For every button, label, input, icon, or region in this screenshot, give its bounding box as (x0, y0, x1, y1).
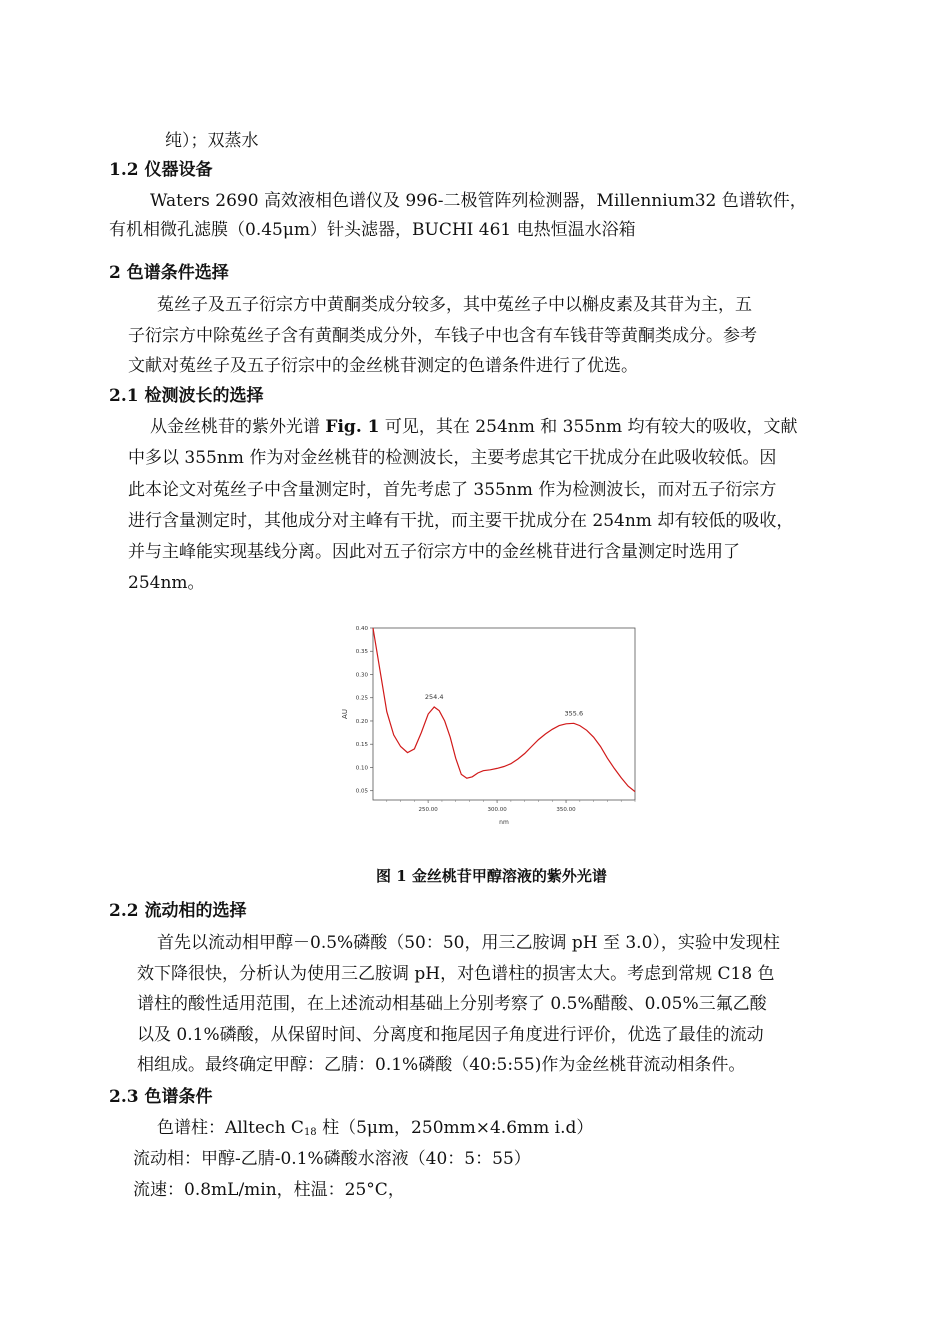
y-tick-label: 0.25 (355, 695, 368, 702)
text-line: 相组成。最终确定甲醇：乙腈：0.1%磷酸（40:5:55)作为金丝桃苷流动相条件。 (137, 1055, 746, 1075)
spectrum-line (373, 628, 635, 792)
y-axis-label: AU (341, 709, 349, 719)
y-tick-label: 0.20 (355, 718, 368, 725)
text-line: 首先以流动相甲醇－0.5%磷酸（50：50，用三乙胺调 pH 至 3.0），实验中发现柱 (157, 933, 780, 953)
y-tick-label: 0.05 (355, 788, 368, 795)
x-tick-label: 250.00 (418, 807, 438, 813)
text-line: 并与主峰能实现基线分离。因此对五子衍宗方中的金丝桃苷进行含量测定时选用了 (128, 542, 740, 562)
text-line (150, 416, 798, 438)
x-axis-label: nm (499, 819, 509, 826)
text-line: 子衍宗方中除菟丝子含有黄酮类成分外，车钱子中也含有车钱苷等黄酮类成分。参考 (128, 326, 757, 346)
subscript: 18 (303, 1127, 317, 1138)
figure-reference: Fig. 1 (325, 417, 380, 437)
chart-axes (373, 628, 635, 800)
text-line: 纯）；双蒸水 (165, 131, 259, 151)
section-heading-2-3: 2.3 色谱条件 (109, 1087, 213, 1107)
text-line: 菟丝子及五子衍宗方中黄酮类成分较多，其中菟丝子中以槲皮素及其苷为主，五 (157, 295, 752, 315)
section-heading-2: 2 色谱条件选择 (109, 263, 229, 283)
text-line: 此本论文对菟丝子中含量测定时，首先考虑了 355nm 作为检测波长，而对五子衍宗方 (128, 480, 777, 500)
text-line: 254nm。 (128, 573, 205, 593)
text-line: Waters 2690 高效液相色谱仪及 996-二极管阵列检测器，Millennium32 色谱软件， (150, 191, 807, 211)
section-heading-1-2: 1.2 仪器设备 (109, 160, 213, 180)
text-line: 文献对菟丝子及五子衍宗中的金丝桃苷测定的色谱条件进行了优选。 (128, 356, 638, 376)
text-line: 流动相：甲醇-乙腈-0.1%磷酸水溶液（40：5：55） (133, 1149, 531, 1169)
uv-spectrum-chart (335, 618, 655, 833)
x-tick-label: 300.00 (487, 807, 507, 813)
peak-label: 355.6 (564, 709, 584, 718)
text-line (157, 1117, 593, 1144)
text-run: 从金丝桃苷的紫外光谱 (150, 417, 326, 437)
text-line: 中多以 355nm 作为对金丝桃苷的检测波长，主要考虑其它干扰成分在此吸收较低。因 (128, 448, 777, 468)
text-line: 流速：0.8mL/min，柱温：25°C， (133, 1180, 405, 1200)
text-run: 色谱柱：Alltech C (157, 1118, 304, 1138)
text-line: 进行含量测定时，其他成分对主峰有干扰，而主要干扰成分在 254nm 却有较低的吸收， (128, 511, 794, 531)
y-tick-label: 0.15 (355, 742, 368, 749)
text-line: 效下降很快，分析认为使用三乙胺调 pH，对色谱柱的损害太大。考虑到常规 C18 色 (137, 964, 775, 984)
plot-frame (373, 628, 635, 800)
y-tick-label: 0.35 (355, 649, 368, 656)
peak-label: 254.4 (424, 693, 444, 702)
section-heading-2-1: 2.1 检测波长的选择 (109, 386, 264, 406)
text-line: 以及 0.1%磷酸，从保留时间、分离度和拖尾因子角度进行评价，优选了最佳的流动 (137, 1025, 764, 1045)
text-run: 柱（5μm，250mm×4.6mm i.d） (316, 1118, 594, 1138)
chart-annotations (425, 693, 583, 717)
text-line: 有机相微孔滤膜（0.45μm）针头滤器，BUCHI 461 电热恒温水浴箱 (109, 220, 636, 240)
text-line: 谱柱的酸性适用范围，在上述流动相基础上分别考察了 0.5%醋酸、0.05%三氟乙酸 (137, 994, 767, 1014)
chart-ticks (356, 626, 635, 813)
y-tick-label: 0.30 (355, 672, 368, 679)
y-tick-label: 0.40 (355, 626, 368, 632)
section-heading-2-2: 2.2 流动相的选择 (109, 901, 247, 921)
text-run: 可见，其在 254nm 和 355nm 均有较大的吸收，文献 (379, 417, 798, 437)
figure-caption: 图 1 金丝桃苷甲醇溶液的紫外光谱 (376, 867, 607, 885)
y-tick-label: 0.10 (355, 765, 368, 772)
x-tick-label: 350.00 (556, 807, 576, 813)
